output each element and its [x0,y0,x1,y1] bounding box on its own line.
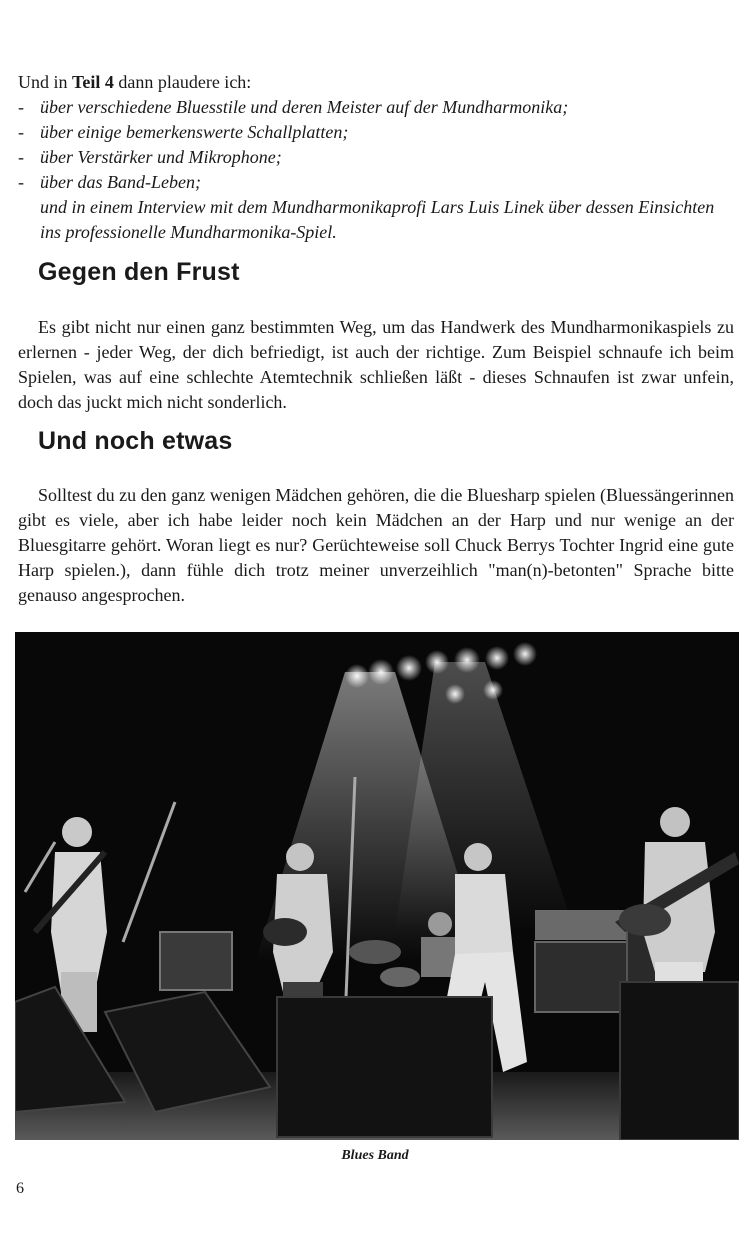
intro-block [18,70,733,245]
intro-continuation: und in einem Interview mit dem Mundharmonikaprofi Lars Luis Linek über dessen Einsichten ins professionelle Mundharmonika-Spiel. [40,197,715,242]
intro-lead-rest: dann plaudere ich: [118,72,252,92]
photo-caption: Blues Band [341,1148,409,1163]
intro-lead [18,70,733,95]
intro-lead-text: Und in [18,72,68,92]
intro-list-item: - über Verstärker und Mikrophone; [18,145,733,170]
page-number: 6 [16,1180,24,1197]
intro-list-item: - über einige bemerkenswerte Schallplatten; [18,120,733,145]
band-photo [15,632,739,1140]
intro-lead-bold: Teil 4 [72,72,114,92]
section-text-frust: Es gibt nicht nur einen ganz bestimmten Weg, um das Handwerk des Mundharmonikaspiels zu erlernen - jeder Weg, der dich befriedigt, ist auch der richtige. Zum Beispiel schnaufe ich beim Spielen, was auf eine schlechte Atemtechnik schließen läßt - dieses Schnaufen ist zwar unfein, doch das juckt mich nicht sonderlich. [18,317,734,412]
section-heading-etwas: Und noch etwas [38,427,233,455]
intro-list-item: - über verschiedene Bluesstile und deren Meister auf der Mundharmonika; [18,95,733,120]
band-photo-illustration [15,632,739,1140]
section-text-etwas: Solltest du zu den ganz wenigen Mädchen gehören, die die Bluesharp spielen (Bluessängerinnen gibt es viele, aber ich habe leider noch kein Mädchen an der Harp und nur wenige an der Bluesgitarre gehört. Woran liegt es nur? Gerüchteweise soll Chuck Berrys Tochter Ingrid eine gute Harp spielen.), dann fühle dich trotz meiner unverzeihlich "man(n)-betonten" Sprache bitte genauso angesprochen. [18,485,734,605]
section-heading-frust: Gegen den Frust [38,258,240,286]
intro-list-item: - über das Band-Leben; [18,170,733,195]
intro-list [18,95,733,195]
